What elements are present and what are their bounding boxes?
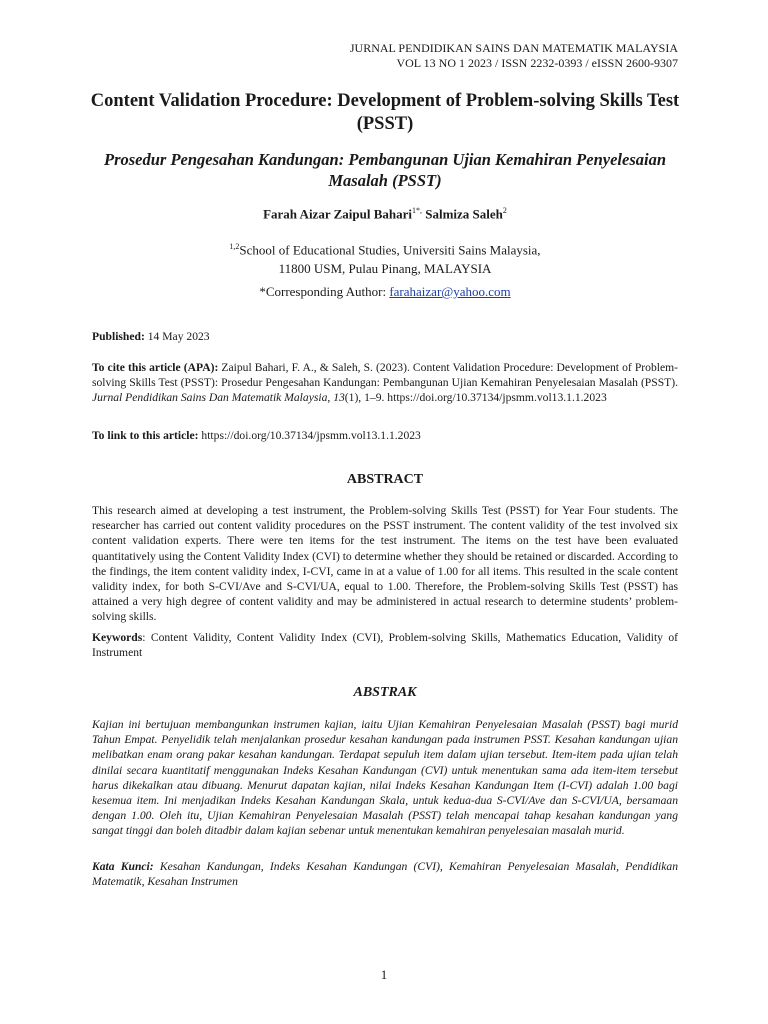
corresponding-label: *Corresponding Author: — [259, 284, 387, 299]
running-head — [350, 41, 678, 71]
citation-text: Zaipul Bahari, F. A., & Saleh, S. (2023). Content Validation Procedure: Development of Problem-solving Skills Test (PSST): Prosedur Pengesahan Kandungan: Pembangunan Ujian Kemahiran Penyelesaian Masalah (PSST). — [92, 361, 678, 390]
journal-volume-issn: VOL 13 NO 1 2023 / ISSN 2232-0393 / eISSN 2600-9307 — [396, 56, 678, 70]
published-line — [92, 329, 678, 344]
citation-doi[interactable]: https://doi.org/10.37134/jpsmm.vol13.1.1.2023 — [387, 391, 607, 405]
keywords-label: Keywords — [92, 631, 143, 644]
citation-issue-pages: (1), 1–9. — [344, 391, 385, 405]
author-2-sup: 2 — [502, 206, 507, 215]
author-1-sup: 1*, — [412, 206, 422, 215]
paper-subtitle-malay: Prosedur Pengesahan Kandungan: Pembangunan Ujian Kemahiran Penyelesaian Masalah (PSST) — [103, 150, 666, 190]
author-line — [80, 206, 690, 222]
kata-kunci-label: Kata Kunci: — [92, 860, 154, 873]
published-label: Published: — [92, 330, 145, 343]
kata-kunci-text: Kesahan Kandungan, Indeks Kesahan Kandungan (CVI), Kemahiran Penyelesaian Masalah, Pendidikan Matematik, Kesahan Instrumen — [92, 860, 678, 889]
affiliation-line-2: 11800 USM, Pulau Pinang, MALAYSIA — [278, 261, 492, 277]
kata-kunci-line — [92, 859, 678, 889]
link-label: To link to this article: — [92, 429, 199, 442]
paper-title: Content Validation Procedure: Development of Problem-solving Skills Test (PSST) — [90, 91, 680, 134]
keywords-text: : Content Validity, Content Validity Index (CVI), Problem-solving Skills, Mathematics Education, Validity of Instrument — [92, 631, 678, 660]
affiliation-line-1: School of Educational Studies, Universiti Sains Malaysia, — [239, 242, 541, 258]
link-line — [92, 428, 678, 443]
abstract-heading: ABSTRACT — [346, 472, 424, 487]
abstract-body: This research aimed at developing a test instrument, the Problem-solving Skills Test (PSST) for Year Four students. The researcher has carried out content validity procedures on the PSST instrument. The content validity of the test involved six content validation experts. There were ten items for the test instrument. The items on the test have been evaluated quantitatively using the Content Validity Index (CVI) to determine whether they should be retained or discarded. According to the findings, the item content validity index, I-CVI, came in at a value of 1.00 for all items. This resulted in the scale content validity index, for both S-CVI/Ave and S-CVI/UA, equal to 1.00. Therefore, the Problem-solving Skills Test (PSST) has attained a very high degree of content validity and may be administered in actual research to determine students’ problem-solving skills. — [92, 504, 678, 624]
keywords-line — [92, 630, 678, 660]
citation-label: To cite this article (APA): — [92, 361, 219, 374]
abstrak-heading: ABSTRAK — [353, 685, 417, 700]
author-2: Salmiza Saleh — [425, 206, 503, 222]
affiliation — [80, 237, 690, 278]
corresponding-email-link[interactable]: farahaizar@yahoo.com — [389, 284, 511, 299]
link-url[interactable]: https://doi.org/10.37134/jpsmm.vol13.1.1.2023 — [201, 429, 421, 442]
abstrak-body: Kajian ini bertujuan membangunkan instrumen kajian, iaitu Ujian Kemahiran Penyelesaian Masalah (PSST) bagi murid Tahun Empat. Penyelidik telah menjalankan prosedur kesahan kandungan pada instrumen PSST. Kesahan kandungan ujian melibatkan enam orang pakar kesahan kandungan. Terdapat sepuluh item dalam ujian tersebut. Item-item pada ujian telah dinilai secara kuantitatif menggunakan Indeks Kesahan Kandungan (CVI) untuk menentukan sama ada item-item tersebut harus dikekalkan atau dibuang. Menurut dapatan kajian, nilai Indeks Kesahan Kandungan Item (I-CVI) adalah 1.00 bagi kesemua item. Ini menjadikan Indeks Kesahan Kandungan Skala, untuk kedua-dua S-CVI/Ave dan S-CVI/UA, bersamaan dengan 1.00. Oleh itu, Ujian Kemahiran Penyelesaian Masalah (PSST) telah mencapai tahap kesahan kandungan yang sangat tinggi dan boleh ditadbir dalam kajian sebenar untuk menentukan kemahiran penyelesaian masalah murid. — [92, 718, 678, 838]
affiliation-sup: 1,2 — [229, 242, 240, 251]
corresponding-author — [80, 284, 690, 300]
published-date: 14 May 2023 — [147, 330, 210, 343]
journal-name: JURNAL PENDIDIKAN SAINS DAN MATEMATIK MALAYSIA — [349, 41, 678, 55]
citation-journal: Jurnal Pendidikan Sains Dan Matematik Malaysia — [92, 391, 328, 405]
author-1: Farah Aizar Zaipul Bahari — [263, 206, 412, 222]
citation-volume: 13 — [333, 391, 345, 405]
citation-block: To cite this article (APA): Zaipul Bahari, F. A., & Saleh, S. (2023). Content Validation Procedure: Development of Problem-solving Skills Test (PSST): Prosedur Pengesahan Kandungan: Pembangunan Ujian Kemahiran Penyelesaian Masalah (PSST). Jurnal Pendidikan Sains Dan Matematik Malaysia, 13(1), 1–9. https://doi.org/10.37134/jpsmm.vol13.1.1.2023 — [92, 361, 678, 405]
page-number: 1 — [380, 967, 388, 982]
